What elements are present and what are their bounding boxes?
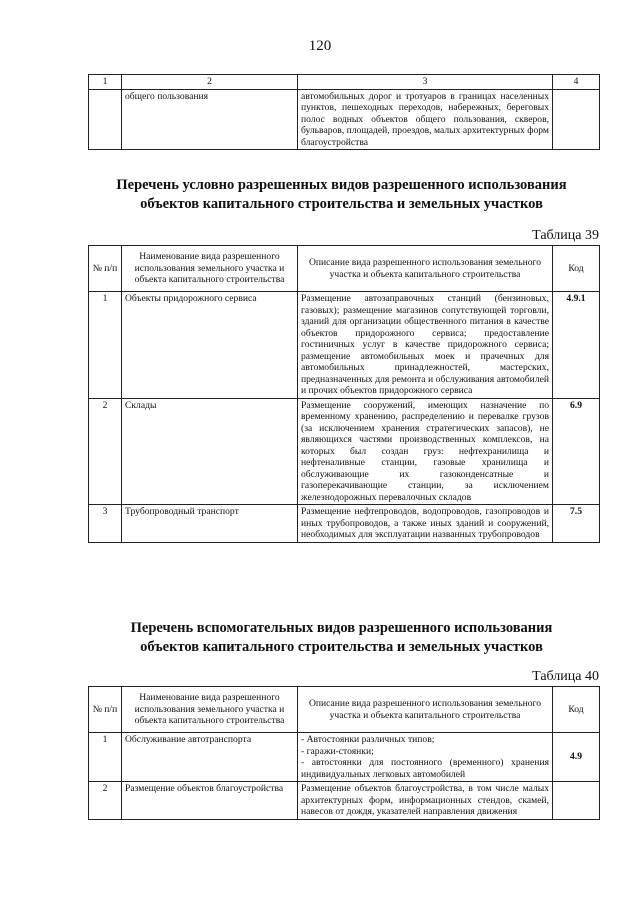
row-code: 4.9 bbox=[553, 733, 600, 782]
description-list bbox=[301, 734, 549, 780]
row-code: 4.9.1 bbox=[553, 292, 600, 399]
row-description bbox=[298, 733, 553, 782]
row-number: 3 bbox=[89, 505, 122, 543]
list-item: - автостоянки для постоянного (временного) хранения индивидуальных легковых автомобилей bbox=[301, 757, 549, 780]
header-name: Наименование вида разрешенного использования земельного участка и объекта капитального строительства bbox=[122, 687, 298, 733]
row-description: автомобильных дорог и тротуаров в границах населенных пунктов, пешеходных переходов, набережных, береговых полос водных объектов общего пользования, скверов, бульваров, площадей, проездов, малых архитектурных форм благоустройства bbox=[298, 89, 553, 150]
section1-heading-line2: объектов капитального строительства и земельных участков bbox=[140, 196, 543, 212]
row-name: Обслуживание автотранспорта bbox=[122, 733, 298, 782]
row-number: 2 bbox=[89, 398, 122, 505]
row-name: Склады bbox=[122, 398, 298, 505]
table-row bbox=[89, 398, 600, 505]
table-40-caption: Таблица 40 bbox=[532, 669, 599, 684]
row-code: 7.5 bbox=[553, 505, 600, 543]
section2-heading bbox=[0, 619, 640, 657]
list-item: - гаражи-стоянки; bbox=[301, 745, 374, 757]
row-number: 2 bbox=[89, 782, 122, 820]
top-table bbox=[88, 74, 600, 150]
row-code: 6.9 bbox=[553, 398, 600, 505]
header-description: Описание вида разрешенного использования земельного участка и объекта капитального строительства bbox=[298, 687, 553, 733]
header-description: Описание вида разрешенного использования земельного участка и объекта капитального строительства bbox=[298, 246, 553, 292]
row-name: Размещение объектов благоустройства bbox=[122, 782, 298, 820]
page-number: 120 bbox=[308, 38, 332, 54]
header-name: Наименование вида разрешенного использования земельного участка и объекта капитального строительства bbox=[122, 246, 298, 292]
row-number: 1 bbox=[89, 292, 122, 399]
header-code: Код bbox=[553, 687, 600, 733]
row-number: 1 bbox=[89, 733, 122, 782]
row-description: Размещение сооружений, имеющих назначение по временному хранению, распределению и перевалке грузов (за исключением хранения стратегических запасов), не являющихся частями производственных комплексов, на которых был создан груз: нефтехранилища и нефтеналивные станции, газовые хранилища и обслуживающие их газоконденсатные и газоперекачивающие станции, за исключением железнодорожных перевалочных складов bbox=[298, 398, 553, 505]
table-row bbox=[89, 505, 600, 543]
table-row bbox=[89, 292, 600, 399]
table-header-row bbox=[89, 75, 600, 90]
header-code: Код bbox=[553, 246, 600, 292]
table-row bbox=[89, 89, 600, 150]
section1-heading bbox=[0, 176, 640, 214]
table-39 bbox=[88, 245, 600, 543]
list-item: - Автостоянки различных типов; bbox=[301, 734, 435, 745]
row-description: Размещение объектов благоустройства, в том числе малых архитектурных форм, информационных стендов, скамей, навесов от дождя, указателей направления движения bbox=[298, 782, 553, 820]
column-header: 4 bbox=[553, 75, 600, 90]
row-code bbox=[553, 782, 600, 820]
row-description: Размещение нефтепроводов, водопроводов, газопроводов и иных трубопроводов, а также иных зданий и сооружений, необходимых для эксплуатации названных трубопроводов bbox=[298, 505, 553, 543]
column-header: 2 bbox=[122, 75, 298, 90]
row-name: Трубопроводный транспорт bbox=[122, 505, 298, 543]
table-header-row bbox=[89, 687, 600, 733]
row-number bbox=[89, 89, 122, 150]
section2-heading-line1: Перечень вспомогательных видов разрешенного использования bbox=[130, 620, 553, 636]
section2-heading-line2: объектов капитального строительства и земельных участков bbox=[140, 639, 543, 655]
table-row bbox=[89, 733, 600, 782]
table-row bbox=[89, 782, 600, 820]
row-name: Объекты придорожного сервиса bbox=[122, 292, 298, 399]
column-header: 1 bbox=[89, 75, 122, 90]
header-num: № п/п bbox=[89, 246, 122, 292]
table-header-row bbox=[89, 246, 600, 292]
column-header: 3 bbox=[298, 75, 553, 90]
table-40 bbox=[88, 686, 600, 820]
table-39-caption: Таблица 39 bbox=[532, 228, 599, 243]
row-code bbox=[553, 89, 600, 150]
section1-heading-line1: Перечень условно разрешенных видов разрешенного использования bbox=[116, 177, 567, 193]
row-name: общего пользования bbox=[122, 89, 298, 150]
header-num: № п/п bbox=[89, 687, 122, 733]
row-description: Размещение автозаправочных станций (бензиновых, газовых); размещение магазинов сопутствующей торговли, зданий для организации общественного питания в качестве объектов придорожного сервиса; предоставление гостиничных услуг в качестве придорожного сервиса; размещение автомобильных моек и прачечных для автомобильных принадлежностей, мастерских, предназначенных для ремонта и обслуживания автомобилей и прочих объектов придорожного сервиса bbox=[298, 292, 553, 399]
